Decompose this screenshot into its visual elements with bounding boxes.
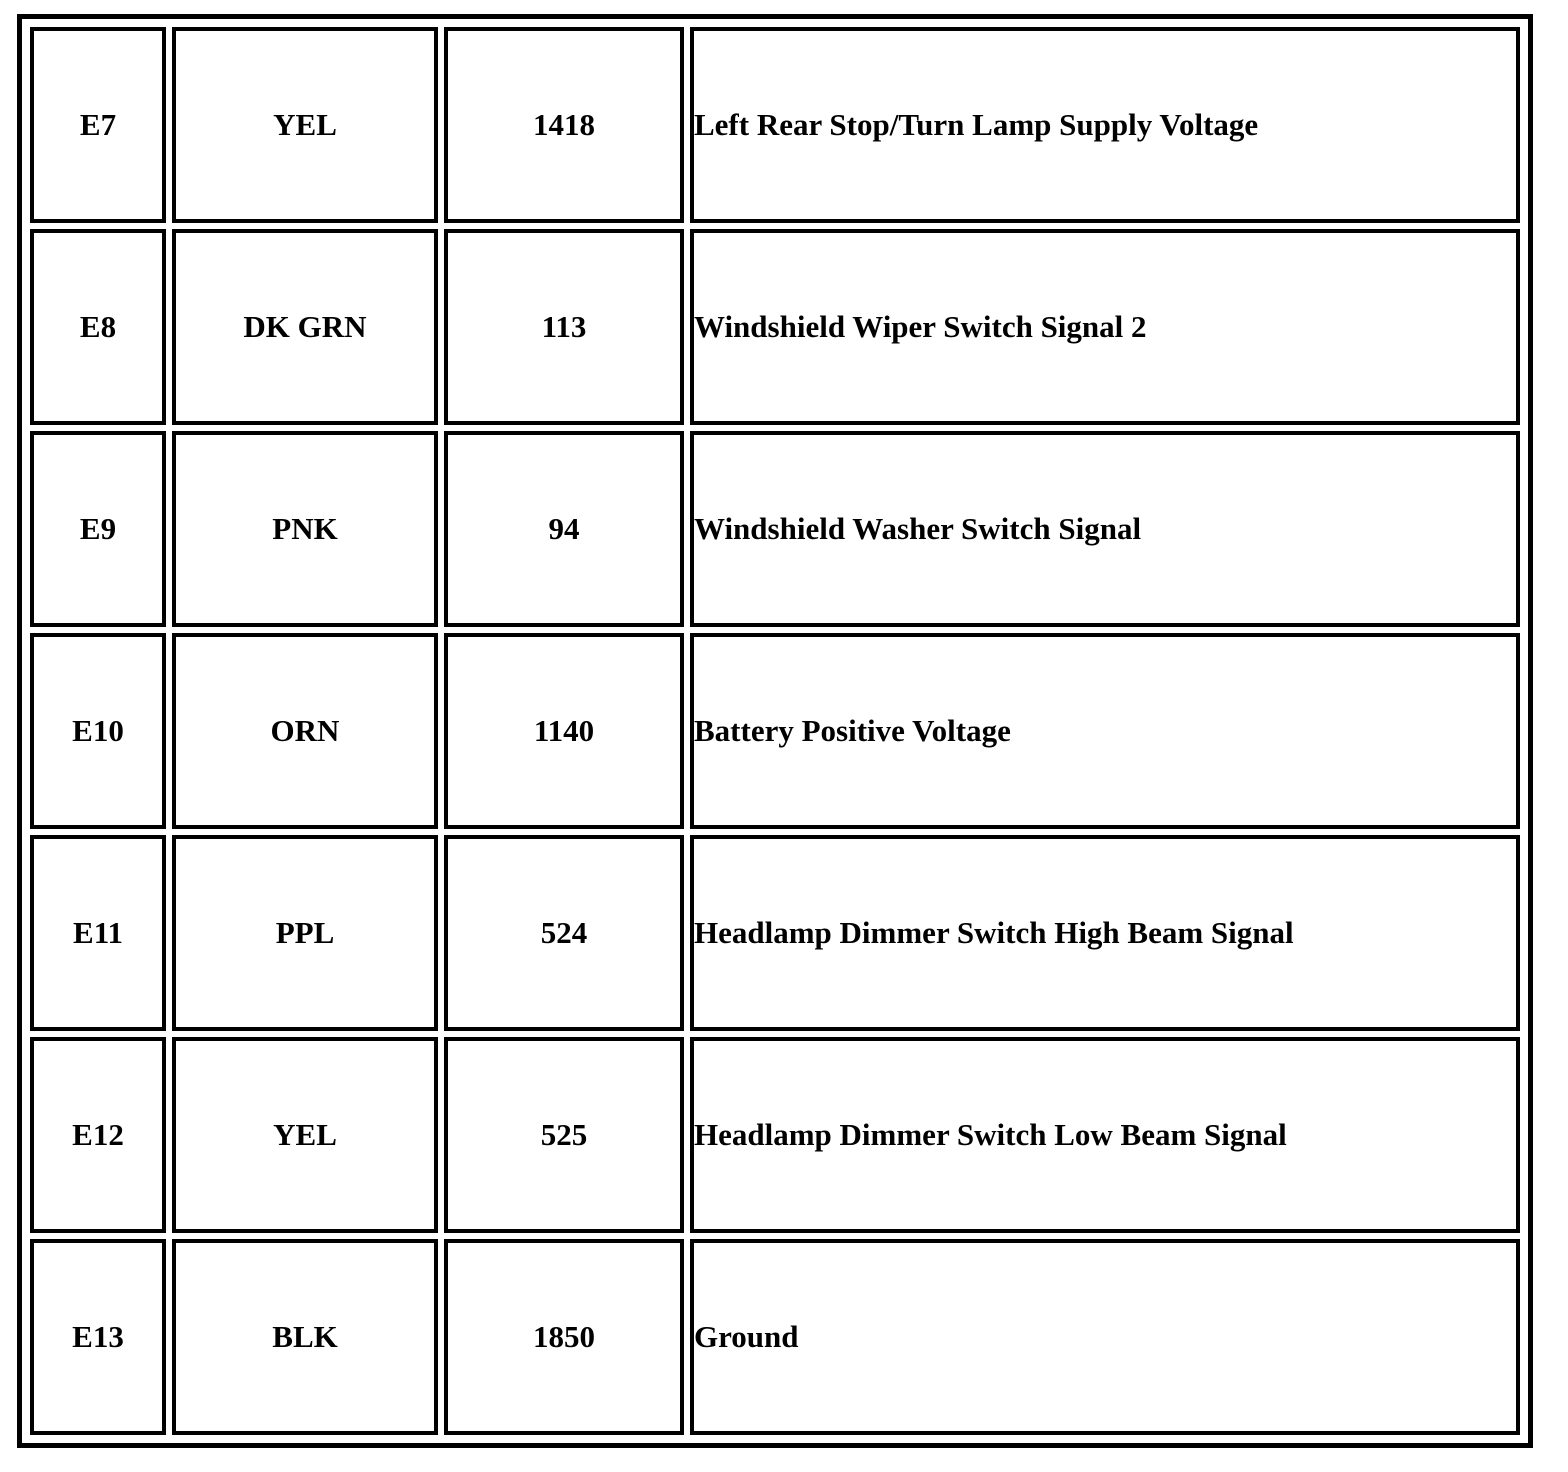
connector-pinout-table: [17, 14, 1533, 1448]
circuit-number-cell: 524: [444, 835, 684, 1031]
pin-cell: E7: [30, 27, 166, 223]
function-cell: Ground: [690, 1239, 1520, 1435]
circuit-number-cell: 1418: [444, 27, 684, 223]
function-cell: Battery Positive Voltage: [690, 633, 1520, 829]
table-row: [30, 835, 1520, 1031]
pin-cell: E11: [30, 835, 166, 1031]
table-row: [30, 27, 1520, 223]
circuit-number-cell: 525: [444, 1037, 684, 1233]
pin-cell: E8: [30, 229, 166, 425]
table-row: [30, 431, 1520, 627]
wire-color-cell: YEL: [172, 1037, 438, 1233]
table-row: [30, 1239, 1520, 1435]
circuit-number-cell: 113: [444, 229, 684, 425]
wire-color-cell: YEL: [172, 27, 438, 223]
wire-color-cell: DK GRN: [172, 229, 438, 425]
pin-cell: E9: [30, 431, 166, 627]
function-cell: Headlamp Dimmer Switch High Beam Signal: [690, 835, 1520, 1031]
circuit-number-cell: 94: [444, 431, 684, 627]
function-cell: Left Rear Stop/Turn Lamp Supply Voltage: [690, 27, 1520, 223]
function-cell: Windshield Washer Switch Signal: [690, 431, 1520, 627]
pin-cell: E10: [30, 633, 166, 829]
table-row: [30, 633, 1520, 829]
pin-cell: E13: [30, 1239, 166, 1435]
function-cell: Headlamp Dimmer Switch Low Beam Signal: [690, 1037, 1520, 1233]
wire-color-cell: PNK: [172, 431, 438, 627]
table-row: [30, 229, 1520, 425]
circuit-number-cell: 1140: [444, 633, 684, 829]
function-cell: Windshield Wiper Switch Signal 2: [690, 229, 1520, 425]
pinout-grid: [24, 21, 1526, 1441]
pin-cell: E12: [30, 1037, 166, 1233]
wire-color-cell: BLK: [172, 1239, 438, 1435]
wire-color-cell: PPL: [172, 835, 438, 1031]
table-row: [30, 1037, 1520, 1233]
wire-color-cell: ORN: [172, 633, 438, 829]
circuit-number-cell: 1850: [444, 1239, 684, 1435]
